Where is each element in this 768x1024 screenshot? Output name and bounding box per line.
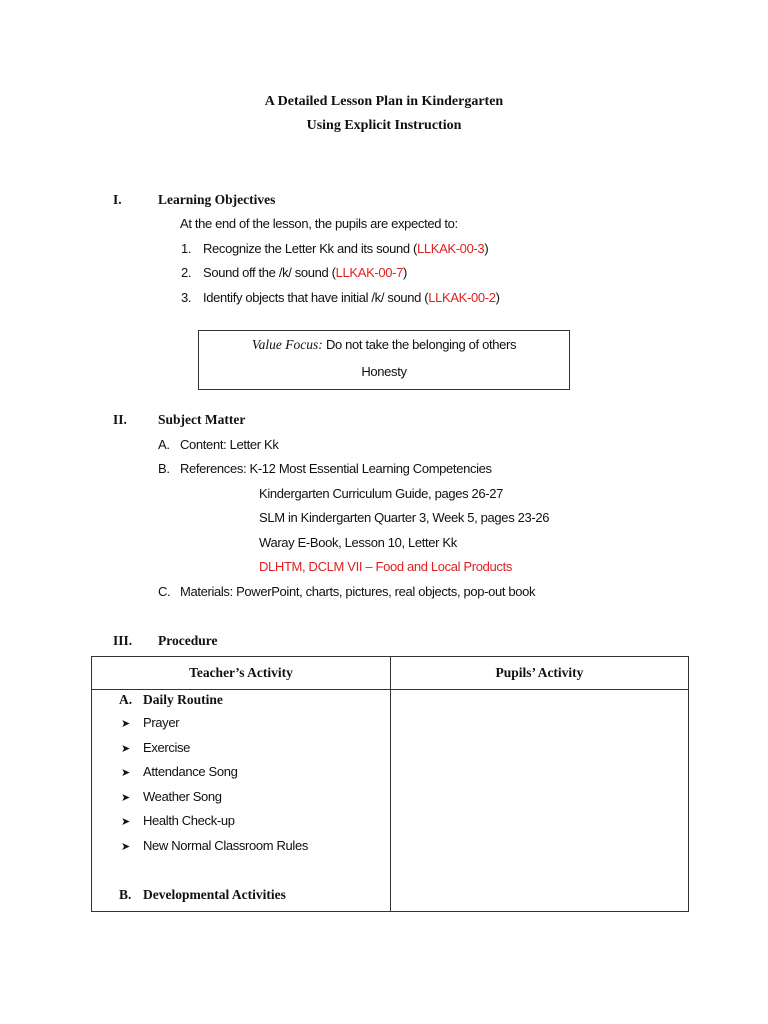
section-1-heading: Learning Objectives xyxy=(158,192,276,207)
item-c-letter: C. xyxy=(158,584,171,599)
list-item: ➤ Prayer xyxy=(121,715,180,730)
objective-3: Identify objects that have initial /k/ sound (LLKAK-00-2) xyxy=(203,290,500,305)
objective-2-number: 2. xyxy=(181,265,192,280)
doc-title: A Detailed Lesson Plan in Kindergarten xyxy=(264,94,504,109)
list-item: ➤ Attendance Song xyxy=(121,764,238,779)
pupils-activity-header: Pupils’ Activity xyxy=(391,657,689,690)
list-item: ➤ New Normal Classroom Rules xyxy=(121,838,308,853)
list-item: ➤ Exercise xyxy=(121,740,191,755)
competency-code: LLKAK-00-2 xyxy=(428,290,496,305)
pupils-activity-cell xyxy=(391,690,689,912)
arrow-bullet-icon: ➤ xyxy=(121,743,131,755)
section-1-numeral: I. xyxy=(113,192,122,207)
objective-1-number: 1. xyxy=(181,241,192,256)
objective-3-number: 3. xyxy=(181,290,192,305)
section-2-numeral: II. xyxy=(113,412,127,427)
content-item: Content: Letter Kk xyxy=(180,437,279,452)
arrow-bullet-icon: ➤ xyxy=(121,816,131,828)
procedure-table xyxy=(91,656,689,912)
item-b-letter: B. xyxy=(158,461,170,476)
competency-code: LLKAK-00-3 xyxy=(416,241,485,256)
list-item: ➤ Weather Song xyxy=(121,789,222,804)
reference-line: SLM in Kindergarten Quarter 3, Week 5, pages 23-26 xyxy=(259,510,550,525)
doc-subtitle: Using Explicit Instruction xyxy=(306,118,462,133)
objectives-intro: At the end of the lesson, the pupils are expected to: xyxy=(180,216,458,231)
section-3-numeral: III. xyxy=(113,633,133,648)
daily-routine-heading: Daily Routine xyxy=(143,692,223,707)
arrow-bullet-icon: ➤ xyxy=(121,718,131,730)
value-focus-text: Do not take the belonging of others xyxy=(322,337,517,352)
section-2-heading: Subject Matter xyxy=(158,412,246,427)
arrow-bullet-icon: ➤ xyxy=(121,841,131,853)
list-item: ➤ Health Check-up xyxy=(121,813,235,828)
objective-2: Sound off the /k/ sound (LLKAK-00-7) xyxy=(203,265,407,280)
objective-1: Recognize the Letter Kk and its sound (LLKAK-00-3) xyxy=(203,241,489,256)
value-word: Honesty xyxy=(361,364,407,379)
daily-routine-letter: A. xyxy=(119,692,133,707)
materials-item: Materials: PowerPoint, charts, pictures, real objects, pop-out book xyxy=(180,584,536,599)
arrow-bullet-icon: ➤ xyxy=(121,767,131,779)
teacher-activity-cell xyxy=(92,690,391,912)
value-focus-line xyxy=(198,337,570,353)
arrow-bullet-icon: ➤ xyxy=(121,792,131,804)
reference-line-highlight: DLHTM, DCLM VII – Food and Local Products xyxy=(259,559,512,574)
references-item: References: K-12 Most Essential Learning Competencies xyxy=(180,461,492,476)
developmental-heading: Developmental Activities xyxy=(143,887,286,902)
developmental-letter: B. xyxy=(119,887,132,902)
value-focus-label: Value Focus: xyxy=(251,337,323,352)
reference-line: Waray E-Book, Lesson 10, Letter Kk xyxy=(259,535,457,550)
section-3-heading: Procedure xyxy=(158,633,218,648)
competency-code: LLKAK-00-7 xyxy=(335,265,403,280)
item-a-letter: A. xyxy=(158,437,170,452)
reference-line: Kindergarten Curriculum Guide, pages 26-27 xyxy=(259,486,503,501)
teacher-activity-header: Teacher’s Activity xyxy=(92,657,391,690)
